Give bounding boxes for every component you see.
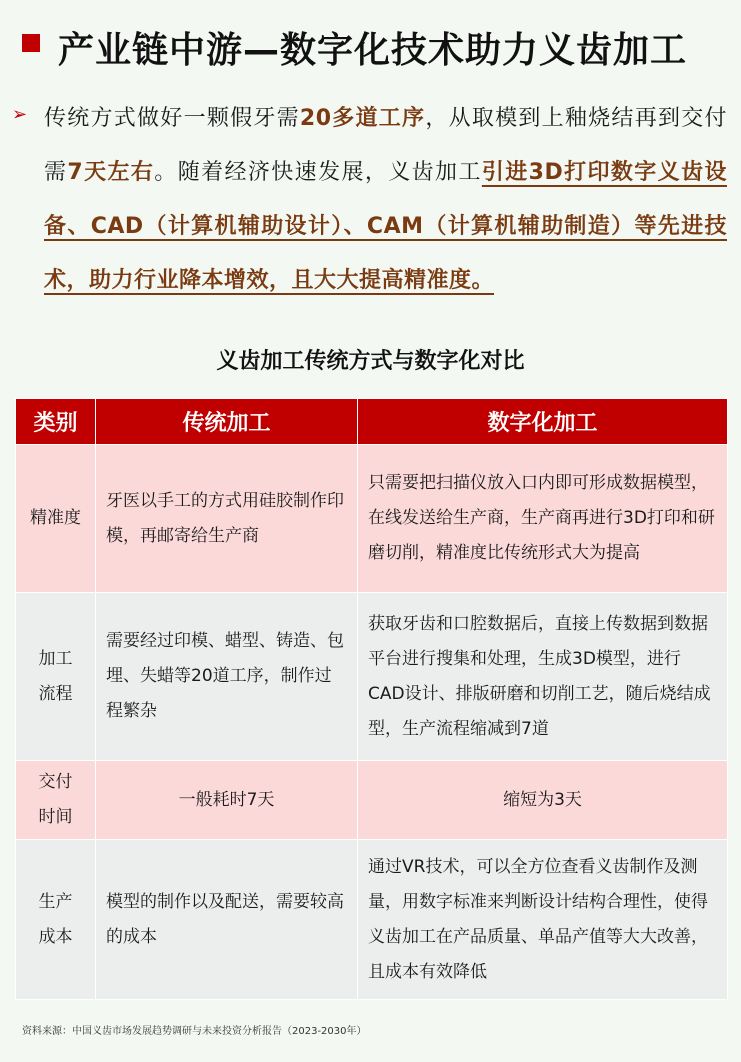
row-digital: 获取牙齿和口腔数据后，直接上传数据到数据平台进行搜集和处理，生成3D模型，进行CAD设计、排版研磨和切削工艺，随后烧结成型，生产流程缩减到7道 [358, 593, 728, 761]
red-square-icon [22, 34, 40, 52]
row-digital: 缩短为3天 [358, 761, 728, 840]
table-row [16, 840, 728, 1000]
intro-paragraph [12, 92, 727, 308]
row-category [16, 840, 96, 1000]
table-row [16, 445, 728, 593]
page-title: 产业链中游—数字化技术助力义齿加工 [58, 30, 688, 71]
row-traditional: 模型的制作以及配送，需要较高的成本 [96, 840, 358, 1000]
row-traditional: 牙医以手工的方式用硅胶制作印模，再邮寄给生产商 [96, 445, 358, 593]
title-bar [0, 16, 741, 76]
row-category-label: 加工流程 [38, 648, 73, 704]
table-row [16, 593, 728, 761]
intro-highlight-steps: 20多道工序 [299, 106, 426, 131]
intro-text [44, 92, 727, 308]
row-category [16, 761, 96, 840]
intro-text-2: ，从取模到上釉烧结再到交付需 [44, 106, 727, 185]
arrow-bullet-icon: ➢ [12, 104, 28, 125]
header-digital: 数字化加工 [358, 399, 728, 445]
row-category-label: 交付时间 [38, 772, 73, 827]
row-category: 精准度 [16, 445, 96, 593]
row-traditional: 一般耗时7天 [96, 761, 358, 840]
intro-highlight-tech: 引进3D打印数字义齿设备、CAD（计算机辅助设计）、CAM（计算机辅助制造）等先进技术，助力行业降本增效，且大大提高精准度。 [44, 160, 727, 293]
source-note: 资料来源：中国义齿市场发展趋势调研与未来投资分析报告（2023-2030年） [22, 1026, 367, 1037]
intro-highlight-days: 7天左右 [67, 160, 155, 185]
header-category: 类别 [16, 399, 96, 445]
comparison-table [15, 398, 728, 1000]
intro-text-3: 。随着经济快速发展，义齿加工 [154, 160, 482, 185]
table-title: 义齿加工传统方式与数字化对比 [216, 349, 525, 374]
row-traditional: 需要经过印模、蜡型、铸造、包埋、失蜡等20道工序，制作过程繁杂 [96, 593, 358, 761]
header-traditional: 传统加工 [96, 399, 358, 445]
row-digital: 只需要把扫描仪放入口内即可形成数据模型，在线发送给生产商，生产商再进行3D打印和研磨切削，精准度比传统形式大为提高 [358, 445, 728, 593]
table-row [16, 761, 728, 840]
row-category [16, 593, 96, 761]
row-digital: 通过VR技术，可以全方位查看义齿制作及测量，用数字标准来判断设计结构合理性，使得义齿加工在产品质量、单品产值等大大改善，且成本有效降低 [358, 840, 728, 1000]
row-category-label: 生产成本 [38, 891, 73, 947]
intro-text-1: 传统方式做好一颗假牙需 [44, 106, 300, 131]
table-header-row [16, 399, 728, 445]
